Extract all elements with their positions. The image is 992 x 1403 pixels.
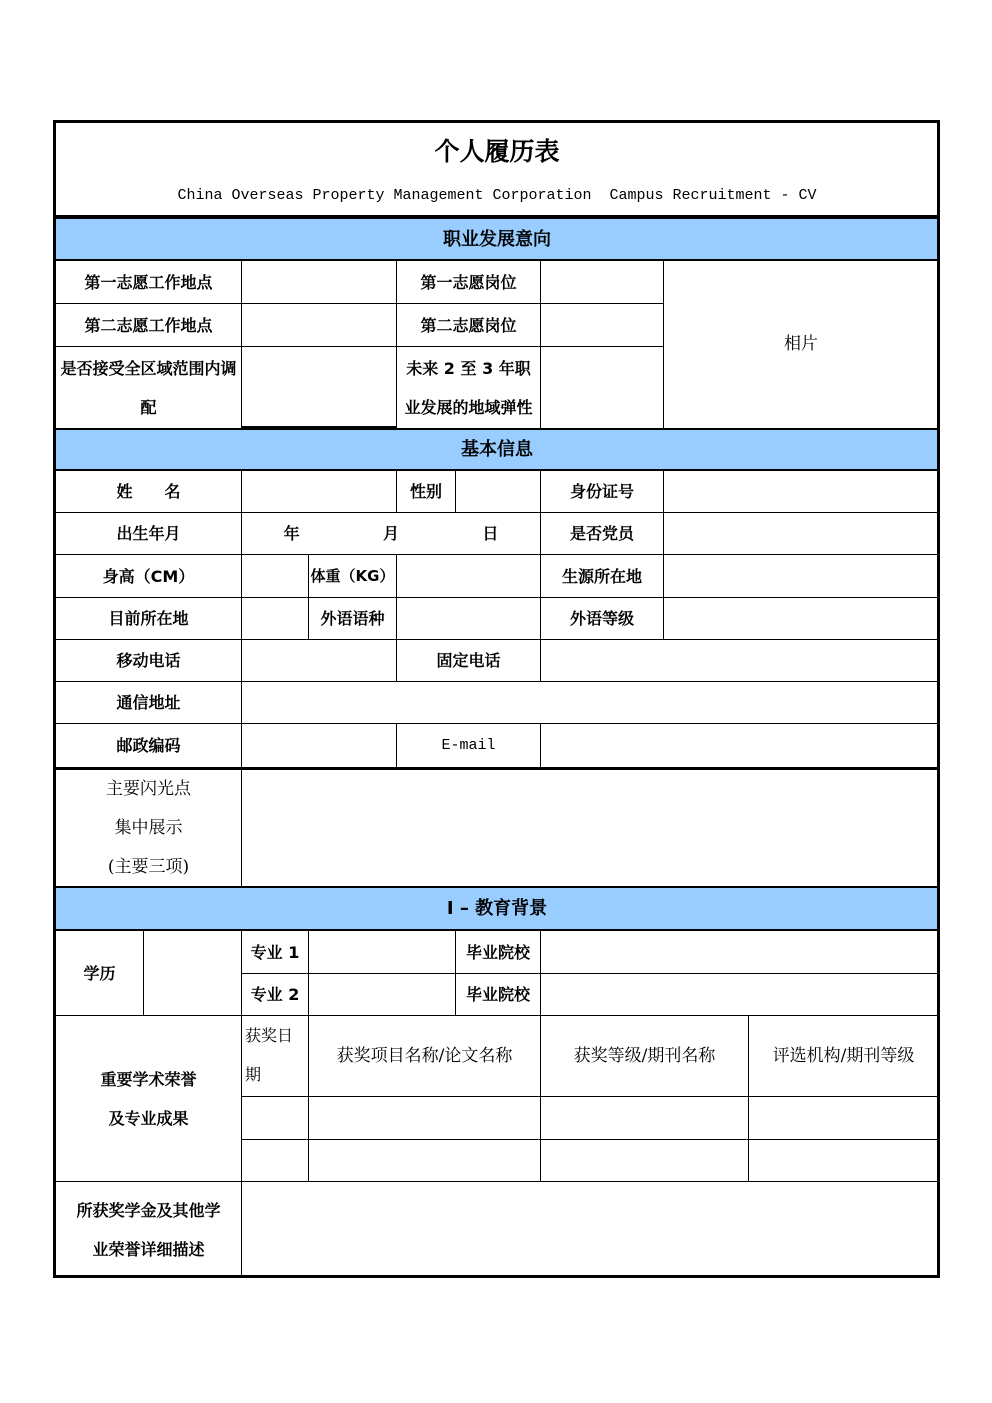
label-address: 通信地址 [55, 681, 242, 724]
highlights-label-line: 集中展示 [114, 817, 183, 838]
photo-box[interactable]: 相片 [663, 260, 939, 429]
field-language[interactable] [396, 597, 541, 640]
field-regional-flexibility[interactable] [540, 346, 664, 429]
birth-day-label: 日 [482, 524, 499, 543]
field-name[interactable] [241, 470, 397, 513]
label-mobile: 移动电话 [55, 639, 242, 682]
header-award-name: 获奖项目名称/论文名称 [308, 1015, 541, 1097]
section-basic: 基本信息 [54, 428, 940, 471]
label-birth: 出生年月 [55, 512, 242, 555]
field-party-member[interactable] [663, 512, 939, 555]
field-second-location[interactable] [241, 303, 397, 347]
field-email[interactable] [540, 723, 939, 768]
field-accept-transfer[interactable] [241, 346, 397, 429]
award-level-1[interactable] [540, 1096, 749, 1140]
field-highlights[interactable] [241, 767, 939, 887]
field-first-location[interactable] [241, 260, 397, 304]
page-subtitle: China Overseas Property Management Corporation Campus Recruitment - CV [177, 187, 817, 204]
page-title: 个人履历表 [434, 137, 560, 166]
header-award-level: 获奖等级/期刊名称 [540, 1015, 749, 1097]
field-first-position[interactable] [540, 260, 664, 304]
label-height: 身高（CM） [55, 554, 242, 598]
field-landline[interactable] [540, 639, 939, 682]
label-second-position: 第二志愿岗位 [396, 303, 541, 347]
label-first-location: 第一志愿工作地点 [55, 260, 242, 304]
header-award-org: 评选机构/期刊等级 [748, 1015, 939, 1097]
label-scholarship: 所获奖学金及其他学业荣誉详细描述 [55, 1181, 242, 1278]
field-postcode[interactable] [241, 723, 397, 768]
label-honors: 重要学术荣誉及专业成果 [55, 1015, 242, 1182]
field-current-location[interactable] [241, 597, 309, 640]
field-mobile[interactable] [241, 639, 397, 682]
label-party-member: 是否党员 [540, 512, 664, 555]
field-second-position[interactable] [540, 303, 664, 347]
field-degree[interactable] [143, 930, 242, 1016]
label-accept-transfer: 是否接受全区域范围内调配 [55, 346, 242, 429]
section-education: Ⅰ – 教育背景 [54, 886, 940, 931]
label-current-location: 目前所在地 [55, 597, 242, 640]
field-gender[interactable] [455, 470, 541, 513]
label-name: 姓 名 [55, 470, 242, 513]
label-school2: 毕业院校 [455, 973, 541, 1016]
award-org-1[interactable] [748, 1096, 939, 1140]
field-weight[interactable] [396, 554, 541, 598]
highlights-label-line: 主要闪光点 [106, 778, 191, 799]
award-level-2[interactable] [540, 1139, 749, 1182]
label-major2: 专业 2 [241, 973, 309, 1016]
label-id-number: 身份证号 [540, 470, 664, 513]
section-career: 职业发展意向 [54, 217, 940, 261]
label-degree: 学历 [55, 930, 144, 1016]
label-second-location: 第二志愿工作地点 [55, 303, 242, 347]
label-school1: 毕业院校 [455, 930, 541, 974]
field-school2[interactable] [540, 973, 939, 1016]
field-major1[interactable] [308, 930, 456, 974]
award-date-2[interactable] [241, 1139, 309, 1182]
field-birth[interactable] [241, 512, 541, 555]
field-id-number[interactable] [663, 470, 939, 513]
label-postcode: 邮政编码 [55, 723, 242, 768]
field-origin[interactable] [663, 554, 939, 598]
field-scholarship[interactable] [241, 1181, 939, 1278]
label-origin: 生源所在地 [540, 554, 664, 598]
label-language: 外语语种 [308, 597, 397, 640]
highlights-label-line: (主要三项) [107, 856, 190, 877]
label-major1: 专业 1 [241, 930, 309, 974]
field-address[interactable] [241, 681, 939, 724]
field-major2[interactable] [308, 973, 456, 1016]
label-landline: 固定电话 [396, 639, 541, 682]
header-award-date: 获奖日期 [241, 1015, 309, 1097]
label-gender: 性别 [396, 470, 456, 513]
label-first-position: 第一志愿岗位 [396, 260, 541, 304]
award-name-2[interactable] [308, 1139, 541, 1182]
label-regional-flexibility: 未来 2 至 3 年职业发展的地域弹性 [396, 346, 541, 429]
birth-year-label: 年 [283, 524, 300, 543]
award-date-1[interactable] [241, 1096, 309, 1140]
field-school1[interactable] [540, 930, 939, 974]
label-highlights [55, 767, 242, 887]
birth-month-label: 月 [382, 524, 399, 543]
field-language-level[interactable] [663, 597, 939, 640]
field-height[interactable] [241, 554, 309, 598]
label-language-level: 外语等级 [540, 597, 664, 640]
label-weight: 体重（KG） [308, 554, 397, 598]
label-email: E-mail [396, 723, 541, 768]
award-name-1[interactable] [308, 1096, 541, 1140]
award-org-2[interactable] [748, 1139, 939, 1182]
